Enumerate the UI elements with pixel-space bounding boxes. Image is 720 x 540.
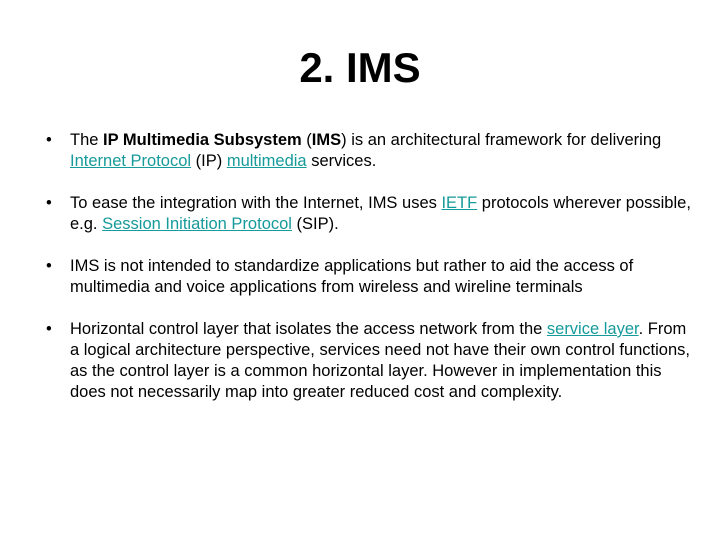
- link-service-layer[interactable]: service layer: [546, 320, 639, 338]
- link-session-initiation-protocol[interactable]: Session Initiation Protocol: [102, 215, 292, 233]
- bullet-item-applications: [46, 256, 696, 298]
- link-internet-protocol[interactable]: Internet Protocol: [70, 152, 192, 170]
- link-ietf[interactable]: IETF: [441, 194, 478, 212]
- bullet-item-control-layer: [46, 319, 696, 403]
- bold-term-ims: IMS: [311, 131, 342, 149]
- bullet-list: [46, 130, 696, 424]
- bold-term-ims-full: IP Multimedia Subsystem: [103, 131, 302, 149]
- bullet-text: services.: [306, 152, 377, 170]
- bullet-text: (IP): [191, 152, 227, 170]
- bullet-text: The: [70, 131, 104, 149]
- bullet-text: (SIP).: [291, 215, 339, 233]
- bullet-text: protocols wherever possible, e.g.: [70, 194, 691, 233]
- bullet-item-ims-definition: [46, 130, 696, 172]
- bullet-icon: •: [46, 320, 52, 338]
- bullet-icon: •: [46, 257, 52, 275]
- bullet-text: To ease the integration with the Internet, IMS uses: [70, 194, 442, 212]
- bullet-text: IMS is not intended to standardize applications but rather to aid the access of multimedia and voice applications from wireless and wireline terminals: [70, 257, 634, 296]
- bullet-text: . From a logical architecture perspective, services need not have their own control functions, as the control layer is a common horizontal layer. However in implementation this does not necessarily map into greater reduced cost and complexity.: [70, 320, 690, 401]
- bullet-text: Horizontal control layer that isolates the access network from the: [70, 320, 547, 338]
- bullet-icon: •: [46, 194, 52, 212]
- slide-title: 2. IMS: [299, 44, 421, 91]
- bullet-item-ietf: [46, 193, 696, 235]
- bullet-text: ) is an architectural framework for delivering: [341, 131, 662, 149]
- bullet-icon: •: [46, 131, 52, 149]
- bullet-text: (: [301, 131, 312, 149]
- link-multimedia[interactable]: multimedia: [226, 152, 307, 170]
